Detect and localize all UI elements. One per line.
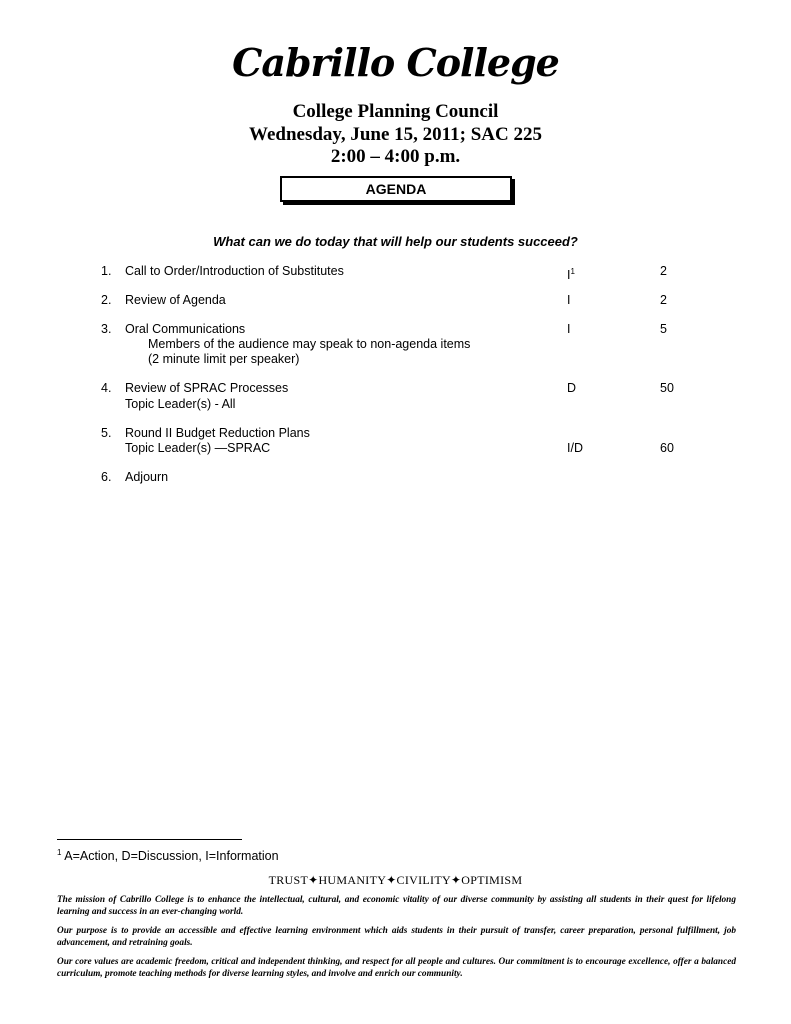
- agenda-heading: AGENDA: [280, 176, 512, 202]
- item-detail: (2 minute limit per speaker): [148, 352, 300, 366]
- mission-statement: The mission of Cabrillo College is to enhance the intellectual, cultural, and economic vitality of our diverse community by assisting all students in their quest for lifelong learning and success in an ever-changing world.: [57, 895, 736, 917]
- item-title: Adjourn: [125, 470, 169, 484]
- item-detail: Members of the audience may speak to non-agenda items: [148, 337, 471, 351]
- item-minutes: 50: [660, 381, 674, 395]
- item-number: 4.: [101, 381, 112, 395]
- item-topic-leader: Topic Leader(s) —SPRAC: [125, 441, 271, 455]
- item-title: Round II Budget Reduction Plans: [125, 426, 310, 440]
- item-minutes: 2: [660, 293, 667, 307]
- item-number: 2.: [101, 293, 112, 307]
- council-title: College Planning Council: [292, 101, 499, 122]
- meeting-date-location: Wednesday, June 15, 2011; SAC 225: [249, 124, 542, 145]
- item-number: 6.: [101, 470, 112, 484]
- core-values-statement: Our core values are academic freedom, critical and independent thinking, and respect for all people and cultures. Our commitment is to encourage excellence, offer a balanced curriculum, promote teaching methods for diverse learning styles, and involve and enrich our community.: [57, 957, 736, 979]
- item-title: Call to Order/Introduction of Substitutes: [125, 264, 344, 278]
- college-logo: Cabrillo College: [232, 40, 559, 85]
- item-code: I: [567, 293, 571, 307]
- item-title: Review of SPRAC Processes: [125, 381, 289, 395]
- item-topic-leader: Topic Leader(s) - All: [125, 397, 236, 411]
- guiding-question: What can we do today that will help our students succeed?: [213, 234, 578, 249]
- footnote-divider: [57, 839, 242, 840]
- core-values-line: TRUST✦HUMANITY✦CIVILITY✦OPTIMISM: [268, 873, 523, 887]
- purpose-statement: Our purpose is to provide an accessible and effective learning environment which aids students in their pursuit of transfer, career preparation, personal fulfillment, job advancement, and retraining goals.: [57, 926, 736, 948]
- item-title: Oral Communications: [125, 322, 246, 336]
- item-code: $I^1$: [567, 267, 575, 283]
- item-number: 1.: [101, 264, 112, 278]
- item-minutes: 2: [660, 264, 667, 278]
- item-number: 5.: [101, 426, 112, 440]
- item-code: I/D: [567, 441, 583, 455]
- item-minutes: 5: [660, 322, 667, 336]
- meeting-time: 2:00 – 4:00 p.m.: [330, 146, 461, 167]
- item-code: I: [567, 322, 571, 336]
- footnote-ref: 1: [570, 267, 575, 276]
- item-number: 3.: [101, 322, 112, 336]
- footnote: $^1$ A=Action, D=Discussion, I=Information: [57, 848, 279, 864]
- item-title: Review of Agenda: [125, 293, 226, 307]
- item-code: D: [567, 381, 577, 395]
- item-minutes: 60: [660, 441, 674, 455]
